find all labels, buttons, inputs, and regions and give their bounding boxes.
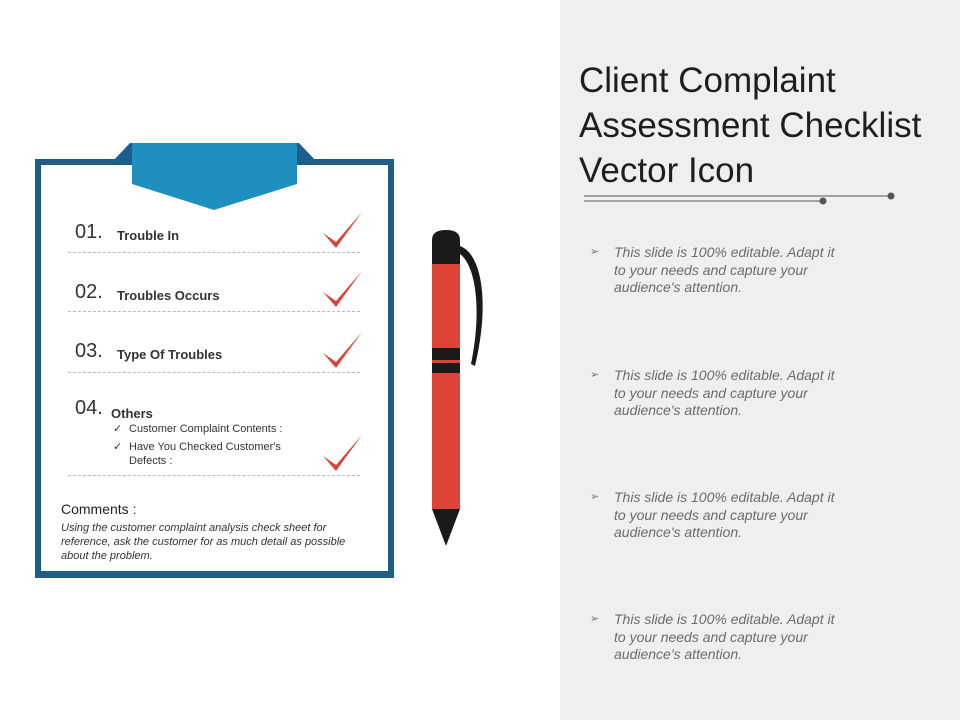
item-label: Troubles Occurs (117, 288, 220, 303)
sub-item: ✓ Customer Complaint Contents : (113, 423, 283, 435)
item-number: 03. (75, 340, 103, 362)
checkmark-icon (320, 209, 364, 251)
divider (68, 475, 360, 476)
checkmark-icon (320, 329, 364, 371)
divider (68, 252, 360, 253)
item-label: Type Of Troubles (117, 347, 223, 362)
item-label: Trouble In (117, 228, 180, 243)
item-number: 01. (75, 221, 103, 243)
item-number: 04. (75, 397, 103, 419)
arrow-bullet-icon: ➢ (590, 246, 600, 258)
item-label: Others (111, 406, 153, 421)
clipboard-clip-icon (112, 142, 317, 212)
divider (68, 372, 360, 373)
item-number: 02. (75, 281, 103, 303)
slide-title: Client Complaint Assessment Checklist Vector Icon (579, 61, 922, 190)
checkmark-icon (320, 432, 364, 474)
bullet-item: ➢ This slide is 100% editable. Adapt it to your needs and capture your audience's attention. (590, 489, 835, 540)
arrow-bullet-icon: ➢ (590, 491, 600, 503)
bullet-item: ➢ This slide is 100% editable. Adapt it to your needs and capture your audience's attention. (590, 367, 835, 418)
sub-item: ✓ Have You Checked Customer's Defects : (113, 441, 281, 467)
checkmark-icon (320, 268, 364, 310)
small-check-icon: ✓ (113, 423, 123, 435)
title-underline-decoration (582, 190, 902, 210)
arrow-bullet-icon: ➢ (590, 369, 600, 381)
pen-icon (420, 228, 495, 548)
divider (68, 311, 360, 312)
bullet-item: ➢ This slide is 100% editable. Adapt it to your needs and capture your audience's attention. (590, 244, 835, 295)
comments-text: Using the customer complaint analysis check sheet for reference, ask the customer for as much detail as possible about the problem. (61, 522, 346, 562)
comments-title: Comments : (61, 501, 137, 517)
bullet-item: ➢ This slide is 100% editable. Adapt it to your needs and capture your audience's attention. (590, 611, 835, 662)
small-check-icon: ✓ (113, 441, 123, 453)
arrow-bullet-icon: ➢ (590, 613, 600, 625)
